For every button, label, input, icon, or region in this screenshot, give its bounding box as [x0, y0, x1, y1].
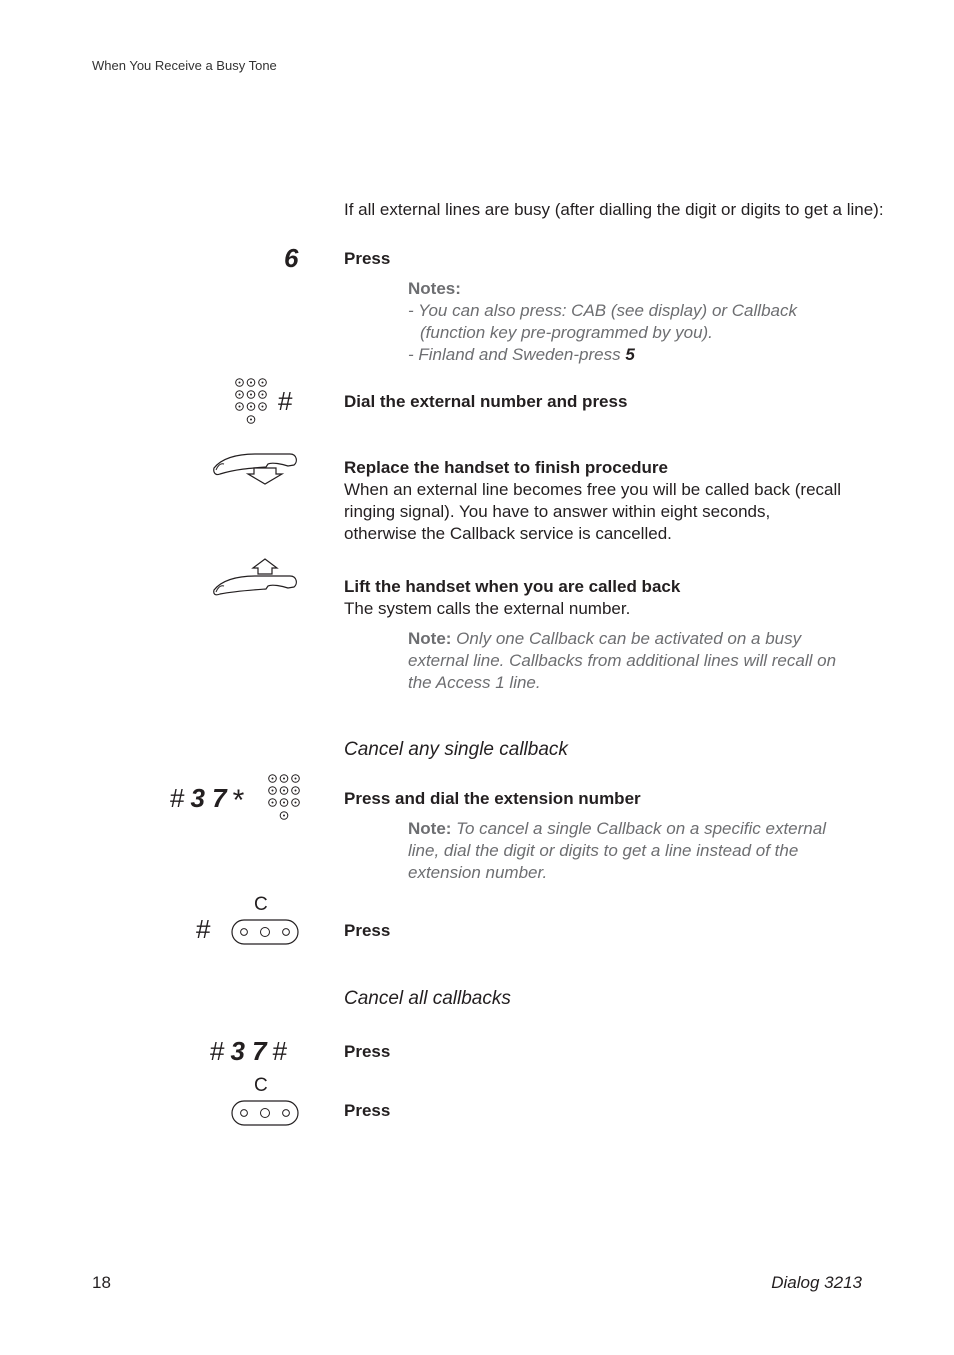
star-key: *	[232, 784, 245, 817]
keypad-icon	[267, 774, 303, 822]
clear-key-label: C	[254, 1075, 268, 1096]
key-6: 6	[284, 243, 299, 273]
section1-step2-action: Press	[344, 921, 391, 940]
step4-note	[408, 628, 836, 694]
step4-desc: The system calls the external number.	[344, 599, 631, 618]
digit-keys: 3 7	[230, 1035, 267, 1066]
step2-action: Dial the external number and press	[344, 392, 628, 411]
step3-line: ringing signal). You have to answer within eight seconds,	[344, 502, 771, 521]
note-text: To cancel a single Callback on a specific external	[451, 819, 826, 838]
note-line	[408, 628, 836, 650]
note-line	[408, 344, 797, 366]
key-sequence	[210, 1035, 287, 1067]
note-line: external line. Callbacks from additional lines will recall on	[408, 651, 837, 670]
handset-replace-icon	[212, 450, 302, 486]
digit-keys: 3 7	[190, 782, 227, 813]
note-line: (function key pre-programmed by you).	[420, 323, 713, 342]
hash-key: #	[170, 782, 185, 813]
section-heading-cancel-all: Cancel all callbacks	[344, 988, 511, 1009]
clear-key-icon	[231, 1100, 299, 1126]
step4-block	[344, 576, 680, 620]
note-text: Only one Callback can be activated on a busy	[451, 629, 802, 648]
hash-key: #	[278, 386, 293, 416]
section2-action2: Press	[344, 1101, 391, 1120]
hash-key: #	[210, 1035, 225, 1066]
note-line: extension number.	[408, 863, 548, 882]
keypad-icon	[234, 378, 270, 426]
section2-action1: Press	[344, 1042, 391, 1061]
section1-action: Press and dial the extension number	[344, 789, 641, 808]
intro-text: If all external lines are busy (after dialling the digit or digits to get a line):	[344, 200, 884, 219]
clear-key-icon	[231, 919, 299, 945]
notes-label: Notes:	[408, 279, 461, 298]
step4-action: Lift the handset when you are called back	[344, 577, 681, 596]
step3-line: When an external line becomes free you will be called back (recall	[344, 480, 842, 499]
key-sequence	[170, 782, 245, 817]
clear-key-label: C	[254, 894, 268, 915]
note-line: line, dial the digit or digits to get a line instead of the	[408, 841, 799, 860]
section-heading-cancel-single: Cancel any single callback	[344, 739, 568, 760]
note-label: Note:	[408, 819, 452, 838]
hash-key: #	[272, 1035, 288, 1066]
note-line: the Access 1 line.	[408, 673, 541, 692]
note-key-5: 5	[625, 345, 635, 364]
note-label: Note:	[408, 629, 452, 648]
hash-key: #	[196, 914, 211, 944]
step3-block	[344, 457, 841, 545]
step1-action: Press	[344, 249, 391, 268]
note-line: - You can also press: CAB (see display) or Callback	[408, 301, 797, 320]
step1-notes	[408, 278, 797, 366]
handset-lift-icon	[212, 556, 302, 596]
running-header: When You Receive a Busy Tone	[92, 58, 277, 73]
note-text: - Finland and Sweden-press	[408, 345, 626, 364]
section1-note	[408, 818, 826, 884]
note-line	[408, 818, 826, 840]
product-name: Dialog 3213	[771, 1273, 862, 1292]
step3-action: Replace the handset to finish procedure	[344, 458, 669, 477]
step3-line: otherwise the Callback service is cancelled.	[344, 524, 672, 543]
page-number: 18	[92, 1273, 111, 1292]
